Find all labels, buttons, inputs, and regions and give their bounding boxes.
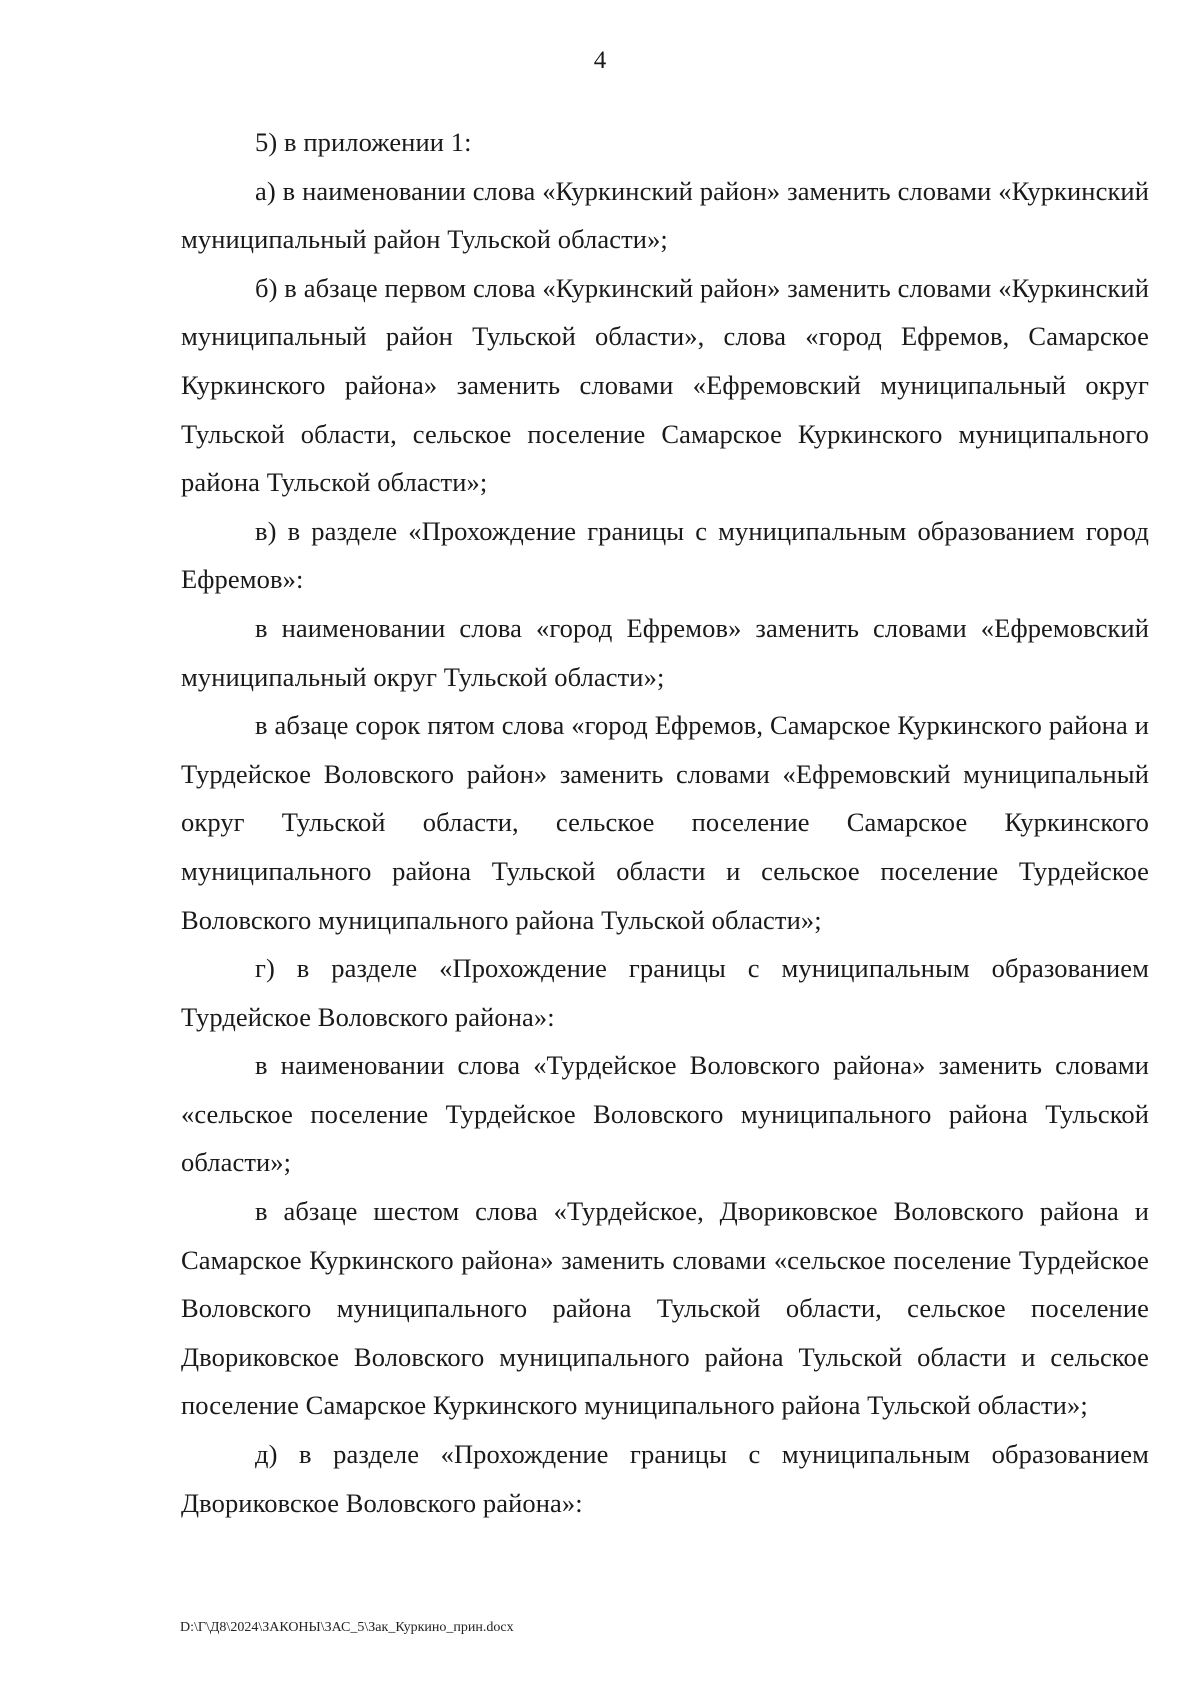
page-number: 4 [593, 47, 607, 74]
paragraph-v-naming: в наименовании слова «город Ефремов» заменить словами «Ефремовский муниципальный округ Тульской области»; [181, 612, 1149, 692]
paragraph-v-abzac-45: в абзаце сорок пятом слова «город Ефремов, Самарское Куркинского района и Турдейское Воловского район» заменить словами «Ефремовский муниципальный округ Тульской области, сельское поселение Самарское Куркинского муниципального района Тульской области и сельское поселение Турдейское Воловского муниципального района Тульской области»; [181, 710, 1149, 935]
paragraph-item-5: 5) в приложении 1: [255, 127, 472, 157]
paragraph-g-abzac-6: в абзаце шестом слова «Турдейское, Двориковское Воловского района и Самарское Куркинского района» заменить словами «сельское поселение Турдейское Воловского муниципального района Тульской области, сельское поселение Двориковское Воловского муниципального района Тульской области и сельское поселение Самарское Куркинского муниципального района Тульской области»; [181, 1196, 1149, 1421]
document-body [181, 118, 1149, 1527]
paragraph-item-g: г) в разделе «Прохождение границы с муниципальным образованием Турдейское Воловского района»: [181, 953, 1149, 1032]
paragraph-item-b: б) в абзаце первом слова «Куркинский район» заменить словами «Куркинский муниципальный район Тульской области», слова «город Ефремов, Самарское Куркинского района» заменить словами «Ефремовский муниципальный округ Тульской области, сельское поселение Самарское Куркинского муниципального района Тульской области»; [181, 272, 1149, 498]
file-path-footer: D:\Г\Д8\2024\ЗАКОНЫ\ЗАС_5\Зак_Куркино_прин.docx [180, 1620, 514, 1635]
paragraph-g-naming: в наименовании слова «Турдейское Воловского района» заменить словами «сельское поселение Турдейское Воловского муниципального района Тульской области»; [181, 1050, 1149, 1178]
paragraph-item-d: д) в разделе «Прохождение границы с муниципальным образованием Двориковское Воловского района»: [181, 1439, 1149, 1518]
paragraph-item-v: в) в разделе «Прохождение границы с муниципальным образованием город Ефремов»: [181, 515, 1149, 595]
paragraph-item-a: а) в наименовании слова «Куркинский район» заменить словами «Куркинский муниципальный район Тульской области»; [181, 175, 1149, 255]
